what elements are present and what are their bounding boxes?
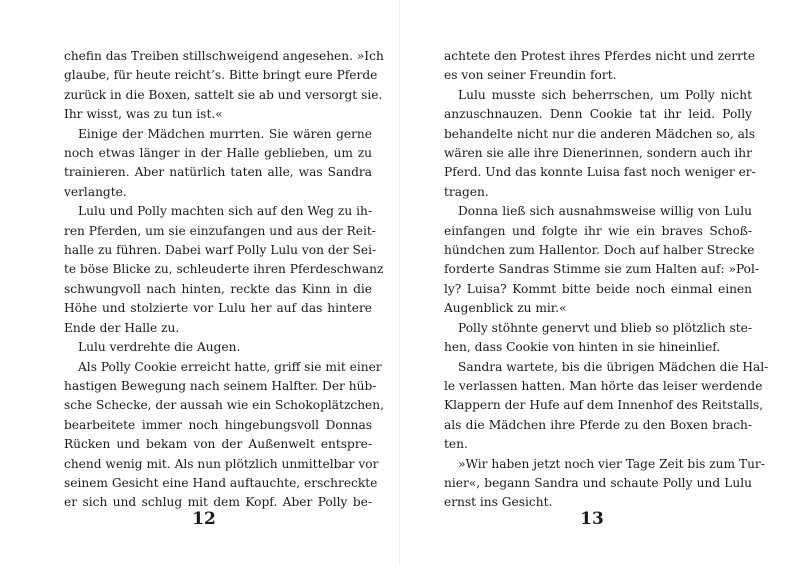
text-line: ren Pferden, um sie einzufangen und aus der Reit-: [64, 223, 376, 238]
text-line: Einige der Mädchen murrten. Sie wären gerne: [78, 126, 372, 141]
text-line: hen, dass Cookie von hinten in sie hineinlief.: [444, 340, 721, 355]
text-line: Klappern der Hufe auf dem Innenhof des Reitstalls,: [444, 398, 764, 413]
text-line: trainieren. Aber natürlich taten alle, was Sandra: [64, 165, 372, 180]
text-line: nier«, begann Sandra und schaute Polly und Lulu: [444, 475, 752, 490]
text-line: tragen.: [444, 184, 489, 199]
text-line: glaube, für heute reicht’s. Bitte bringt eure Pferde: [64, 68, 378, 83]
text-line: Höhe und stolzierte vor Lulu her auf das hintere: [64, 301, 372, 316]
text-line: anzuschnauzen. Denn Cookie tat ihr leid. Polly: [444, 107, 752, 122]
text-line: noch etwas länger in der Halle geblieben, um zu: [64, 146, 372, 161]
text-line: achtete den Protest ihres Pferdes nicht und zerrte: [444, 49, 756, 63]
left-page-text: [64, 47, 384, 513]
text-line: hastigen Bewegung nach seinem Halfter. Der hüb-: [64, 378, 377, 393]
left-page: [64, 47, 384, 513]
right-page-number: 13: [580, 509, 604, 529]
text-line: forderte Sandras Stimme sie zum Halten auf: »Pol-: [444, 262, 760, 277]
text-line: chefin das Treiben stillschweigend angesehen. »Ich: [64, 49, 384, 63]
right-page: [444, 47, 769, 513]
text-line: Pferd. Und das konnte Luisa fast noch weniger er-: [444, 165, 756, 180]
text-line: »Wir haben jetzt noch vier Tage Zeit bis zum Tur-: [458, 456, 765, 471]
left-page-number: 12: [192, 509, 216, 529]
text-line: bearbeitete immer noch hingebungsvoll Donnas: [64, 417, 372, 432]
text-line: schwungvoll nach hinten, reckte das Kinn in die: [64, 281, 372, 296]
text-line: als die Mädchen ihre Pferde zu den Boxen brach-: [444, 417, 752, 432]
text-line: zurück in die Boxen, sattelt sie ab und versorgt sie.: [64, 87, 383, 102]
text-line: hündchen zum Hallentor. Doch auf halber Strecke: [444, 243, 755, 258]
text-line: Augenblick zu mir.«: [444, 301, 567, 316]
text-line: er sich und schlug mit dem Kopf. Aber Polly be-: [64, 495, 372, 510]
text-line: ten.: [444, 437, 468, 452]
text-line: Ende der Halle zu.: [64, 320, 180, 335]
text-line: te böse Blicke zu, schleuderte ihren Pferdeschwanz: [64, 262, 384, 277]
text-line: Rücken und bekam von der Außenwelt entspre-: [64, 437, 372, 452]
text-line: chend wenig mit. Als nun plötzlich unmittelbar vor: [64, 456, 379, 471]
text-line: verlangte.: [64, 184, 127, 199]
text-line: Als Polly Cookie erreicht hatte, griff sie mit einer: [78, 359, 382, 374]
text-line: sche Schecke, der aussah wie ein Schokoplätzchen,: [64, 398, 384, 413]
text-line: einfangen und folgte ihr wie ein braves Schoß-: [444, 223, 752, 238]
text-line: halle zu führen. Dabei warf Polly Lulu von der Sei-: [64, 243, 377, 258]
text-line: wären sie alle ihre Dienerinnen, sondern auch ihr: [444, 146, 752, 161]
text-line: seinem Gesicht eine Hand auftauchte, erschreckte: [64, 475, 378, 490]
text-line: Lulu verdrehte die Augen.: [78, 340, 241, 355]
text-line: Lulu musste sich beherrschen, um Polly nicht: [458, 87, 752, 102]
text-line: Donna ließ sich ausnahmsweise willig von Lulu: [458, 204, 752, 219]
text-line: Ihr wisst, was zu tun ist.«: [64, 107, 223, 122]
text-line: ly? Luisa? Kommt bitte beide noch einmal einen: [444, 281, 752, 296]
text-line: behandelte nicht nur die anderen Mädchen so, als: [444, 126, 756, 141]
right-page-text: [444, 47, 769, 513]
page-gutter: [399, 0, 400, 565]
text-line: Lulu und Polly machten sich auf den Weg zu ih-: [78, 204, 372, 219]
text-line: le verlassen hatten. Man hörte das leiser werdende: [444, 378, 763, 393]
text-line: Sandra wartete, bis die übrigen Mädchen die Hal-: [458, 359, 769, 374]
text-line: es von seiner Freundin fort.: [444, 68, 617, 83]
text-line: ernst ins Gesicht.: [444, 495, 553, 510]
text-line: Polly stöhnte genervt und blieb so plötzlich ste-: [458, 320, 752, 335]
